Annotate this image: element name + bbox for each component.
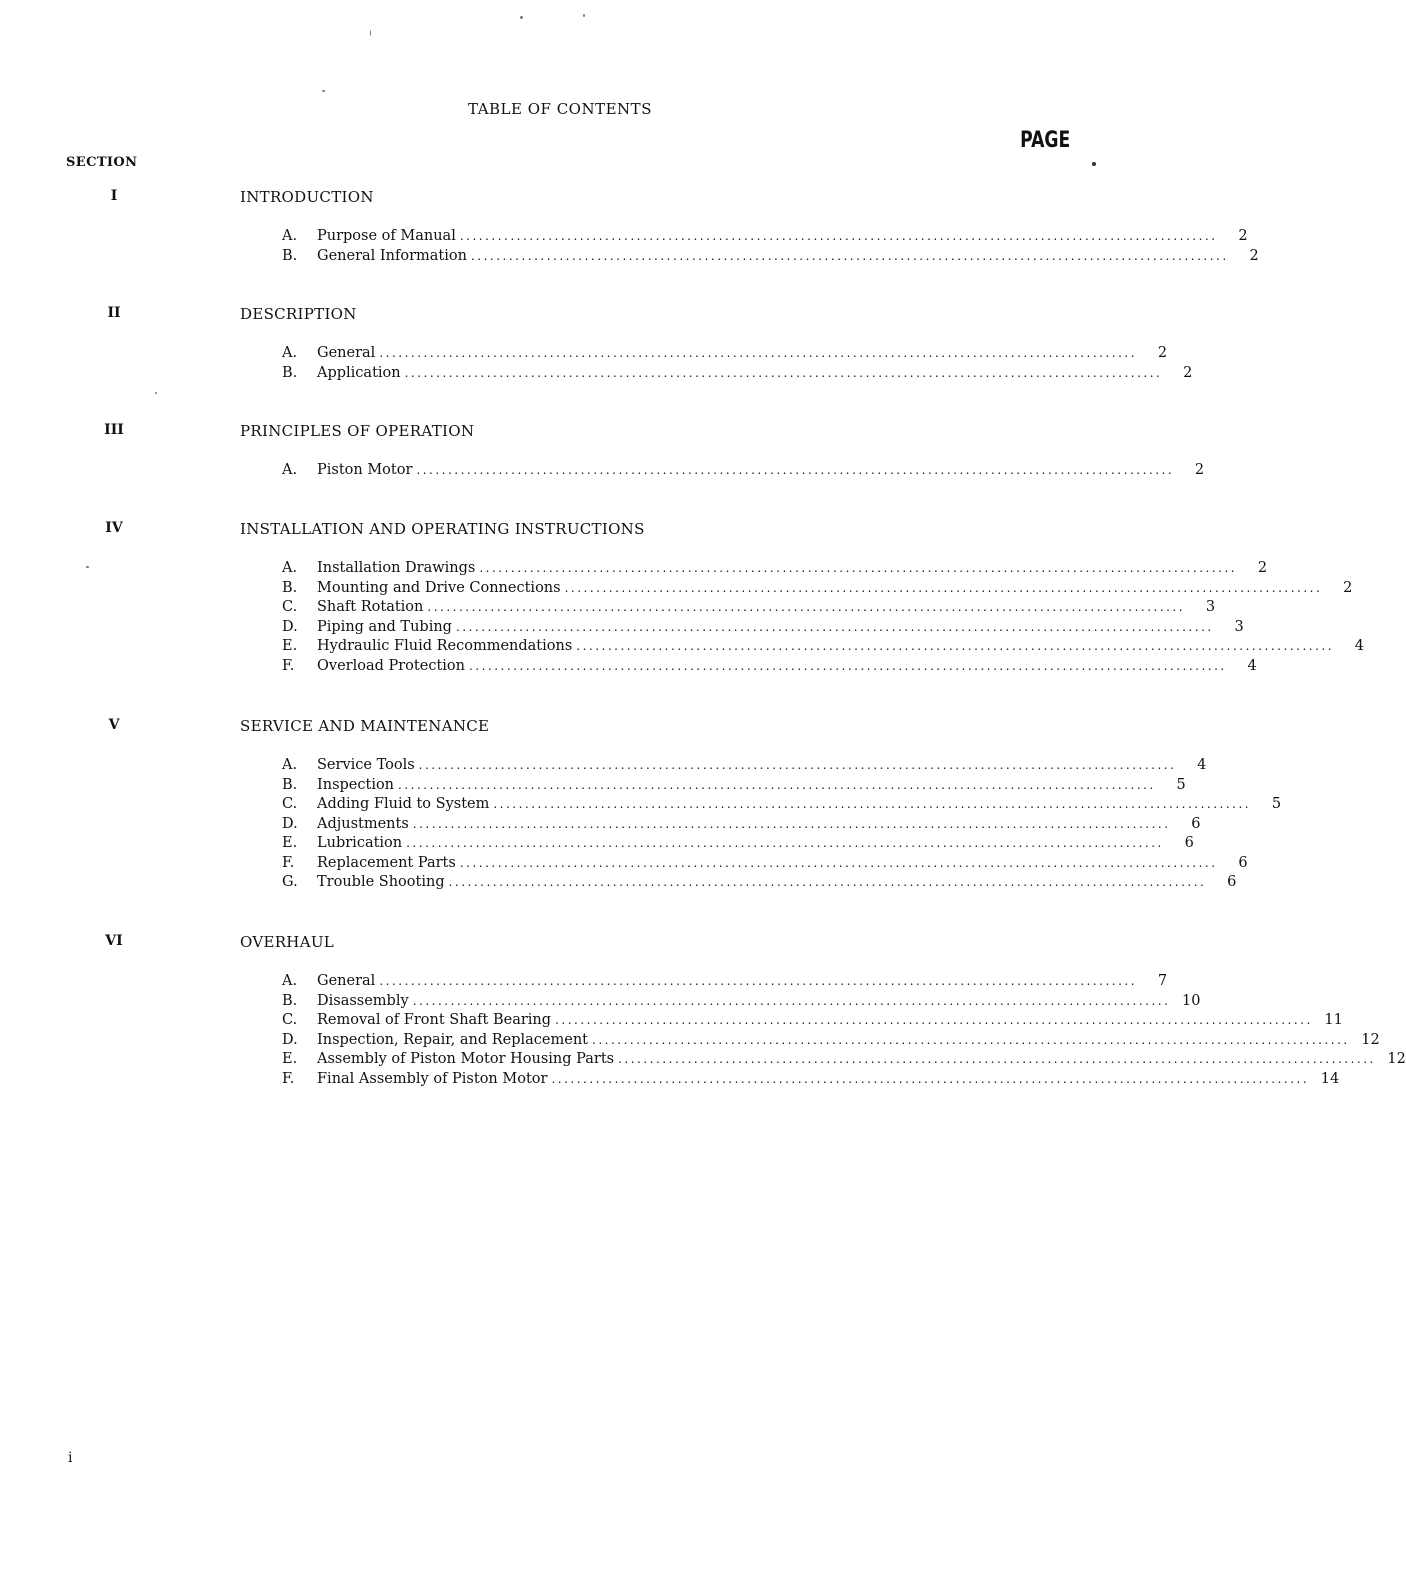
toc-entry[interactable] [282, 618, 1244, 638]
toc-entry[interactable] [282, 854, 1248, 874]
dot-leader: ........................................................................................................................ [551, 1071, 1310, 1086]
toc-entry[interactable] [282, 834, 1194, 854]
toc-entry[interactable] [282, 559, 1268, 579]
toc-entry[interactable] [282, 1031, 1380, 1051]
entry-letter: A. [282, 973, 298, 989]
entry-title: Adding Fluid to System [317, 796, 490, 812]
entry-list [282, 972, 1406, 1089]
entry-page: 4 [1354, 638, 1365, 654]
dot-leader: ........................................................................................................................ [470, 248, 1229, 263]
entry-letter: F. [282, 854, 295, 871]
entry-list [282, 461, 1205, 481]
entry-page: 6 [1184, 835, 1194, 851]
entry-title: Inspection, Repair, and Replacement [317, 1031, 588, 1048]
toc-entry[interactable] [282, 227, 1248, 247]
entry-page: 12 [1387, 1051, 1406, 1067]
dot-leader: ........................................................................................................................ [455, 619, 1214, 634]
scan-speck [155, 392, 157, 394]
dot-leader: ........................................................................................................................ [379, 974, 1138, 988]
entry-title: General [317, 345, 376, 361]
toc-entry[interactable] [282, 815, 1201, 835]
entry-page: 6 [1227, 874, 1237, 890]
page-number: i [68, 1450, 73, 1466]
entry-page: 2 [1257, 560, 1268, 576]
entry-letter: B. [282, 992, 298, 1009]
entry-page: 12 [1361, 1031, 1380, 1048]
scan-speck [322, 90, 325, 92]
dot-leader: ........................................................................................................................ [416, 463, 1175, 477]
entry-page: 7 [1157, 973, 1168, 989]
entry-letter: F. [282, 1070, 295, 1087]
scan-speck [583, 14, 585, 17]
entry-page: 2 [1183, 364, 1193, 381]
dot-leader: ........................................................................................................................ [418, 758, 1177, 772]
entry-page: 2 [1194, 462, 1205, 478]
section-title: PRINCIPLES OF OPERATION [240, 422, 475, 440]
section-column-label: SECTION [66, 155, 138, 170]
dot-leader: ........................................................................................................................ [555, 1013, 1313, 1027]
toc-entry[interactable] [282, 344, 1168, 364]
dot-leader: ........................................................................................................................ [493, 797, 1252, 811]
entry-letter: B. [282, 247, 298, 264]
entry-page: 10 [1181, 992, 1201, 1009]
entry-list [282, 227, 1259, 266]
entry-page: 2 [1249, 247, 1259, 264]
section-number: III [104, 422, 124, 438]
toc-entry[interactable] [282, 776, 1186, 796]
entry-letter: D. [282, 618, 298, 635]
entry-title: Disassembly [317, 992, 409, 1009]
entry-page: 3 [1234, 618, 1244, 635]
dot-leader: ........................................................................................................................ [412, 993, 1171, 1008]
scan-speck [520, 16, 523, 19]
entry-title: Overload Protection [317, 657, 465, 674]
entry-page: 6 [1238, 854, 1248, 871]
entry-page: 6 [1191, 815, 1201, 832]
entry-letter: C. [282, 1012, 298, 1028]
toc-entry[interactable] [282, 247, 1259, 267]
dot-leader: ........................................................................................................................ [618, 1052, 1376, 1066]
entry-letter: A. [282, 345, 298, 361]
toc-entry[interactable] [282, 461, 1205, 481]
entry-letter: A. [282, 560, 298, 576]
entry-letter: E. [282, 1051, 298, 1067]
toc-entry[interactable] [282, 795, 1282, 815]
dot-leader: ........................................................................................................................ [564, 580, 1323, 595]
entry-title: Piston Motor [317, 462, 413, 478]
entry-letter: A. [282, 757, 298, 773]
section-number: II [107, 305, 121, 321]
toc-entry[interactable] [282, 992, 1201, 1012]
toc-entry[interactable] [282, 972, 1168, 992]
entry-page: 11 [1324, 1012, 1343, 1028]
toc-entry[interactable] [282, 1070, 1340, 1090]
entry-title: Assembly of Piston Motor Housing Parts [317, 1051, 615, 1067]
entry-letter: F. [282, 657, 295, 674]
entry-title: Inspection [317, 776, 395, 793]
entry-letter: B. [282, 364, 298, 381]
section-title: INSTALLATION AND OPERATING INSTRUCTIONS [240, 520, 645, 538]
dot-leader: ........................................................................................................................ [398, 777, 1156, 792]
section-title: SERVICE AND MAINTENANCE [240, 717, 490, 735]
entry-list [282, 344, 1193, 383]
toc-entry[interactable] [282, 873, 1237, 893]
entry-letter: D. [282, 1031, 298, 1048]
dot-leader: ........................................................................................................................ [592, 1032, 1350, 1047]
dot-leader: ........................................................................................................................ [404, 365, 1163, 380]
entry-list [282, 559, 1365, 676]
dot-leader: ........................................................................................................................ [459, 229, 1218, 243]
entry-title: Replacement Parts [317, 854, 456, 871]
entry-page: 2 [1157, 345, 1168, 361]
scan-speck [1092, 162, 1096, 166]
entry-letter: G. [282, 874, 298, 890]
entry-page: 2 [1343, 579, 1353, 596]
entry-letter: B. [282, 776, 298, 793]
entry-title: Adjustments [317, 815, 409, 832]
entry-title: Purpose of Manual [317, 228, 456, 244]
scan-speck [86, 566, 89, 568]
toc-entry[interactable] [282, 579, 1353, 599]
section-number: V [108, 717, 120, 733]
toc-entry[interactable] [282, 657, 1257, 677]
entry-letter: E. [282, 835, 298, 851]
entry-page: 5 [1271, 796, 1282, 812]
page-title: TABLE OF CONTENTS [468, 100, 652, 118]
scan-speck [370, 30, 371, 36]
entry-page: 4 [1247, 657, 1257, 674]
entry-letter: C. [282, 796, 298, 812]
entry-title: Application [317, 364, 401, 381]
dot-leader: ........................................................................................................................ [427, 600, 1186, 614]
toc-entry[interactable] [282, 364, 1193, 384]
entry-title: Service Tools [317, 757, 415, 773]
entry-title: Trouble Shooting [317, 874, 445, 890]
toc-entry[interactable] [282, 598, 1216, 618]
entry-title: Mounting and Drive Connections [317, 579, 561, 596]
entry-letter: A. [282, 228, 298, 244]
entry-letter: A. [282, 462, 298, 478]
entry-list [282, 756, 1282, 893]
entry-title: Removal of Front Shaft Bearing [317, 1012, 552, 1028]
entry-letter: B. [282, 579, 298, 596]
entry-page: 5 [1176, 776, 1186, 793]
section-number: VI [105, 933, 123, 949]
toc-entry[interactable] [282, 756, 1207, 776]
entry-title: Lubrication [317, 835, 403, 851]
entry-title: Installation Drawings [317, 560, 476, 576]
section-number: IV [105, 520, 123, 536]
entry-letter: E. [282, 638, 298, 654]
entry-page: 4 [1197, 757, 1207, 773]
section-title: INTRODUCTION [240, 188, 374, 206]
entry-title: Piping and Tubing [317, 618, 452, 635]
entry-title: Hydraulic Fluid Recommendations [317, 638, 573, 654]
dot-leader: ........................................................................................................................ [448, 875, 1207, 889]
dot-leader: ........................................................................................................................ [576, 639, 1335, 653]
dot-leader: ........................................................................................................................ [468, 658, 1227, 673]
section-title: DESCRIPTION [240, 305, 357, 323]
entry-page: 14 [1320, 1070, 1340, 1087]
dot-leader: ........................................................................................................................ [459, 855, 1218, 870]
dot-leader: ........................................................................................................................ [412, 816, 1171, 831]
entry-title: General [317, 973, 376, 989]
toc-entry[interactable] [282, 637, 1365, 657]
entry-letter: C. [282, 599, 298, 615]
dot-leader: ........................................................................................................................ [406, 836, 1164, 850]
entry-letter: D. [282, 815, 298, 832]
section-title: OVERHAUL [240, 933, 335, 951]
dot-leader: ........................................................................................................................ [479, 561, 1238, 575]
entry-title: Shaft Rotation [317, 599, 424, 615]
toc-entry[interactable] [282, 1011, 1343, 1031]
page-column-label: PAGE [1019, 128, 1070, 153]
entry-page: 3 [1205, 599, 1216, 615]
toc-entry[interactable] [282, 1050, 1406, 1070]
entry-title: General Information [317, 247, 467, 264]
entry-page: 2 [1238, 228, 1248, 244]
entry-title: Final Assembly of Piston Motor [317, 1070, 548, 1087]
section-number: I [110, 188, 118, 204]
dot-leader: ........................................................................................................................ [379, 346, 1138, 360]
